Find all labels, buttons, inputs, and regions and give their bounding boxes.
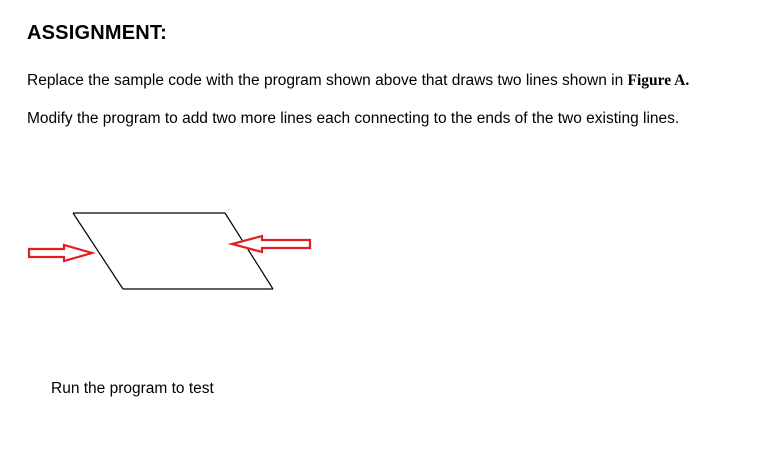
right-arrow-icon [232,236,310,252]
right-connecting-line [225,213,273,289]
left-arrow-icon [29,245,92,261]
instruction-paragraph-2: Modify the program to add two more lines each connecting to the ends of the two existing lines. [27,110,680,127]
page-title: ASSIGNMENT: [27,22,167,44]
instruction-text-1: Replace the sample code with the program shown above that draws two lines shown in [27,72,628,89]
figure-reference: Figure A. [627,72,690,89]
run-instruction: Run the program to test [51,380,214,397]
